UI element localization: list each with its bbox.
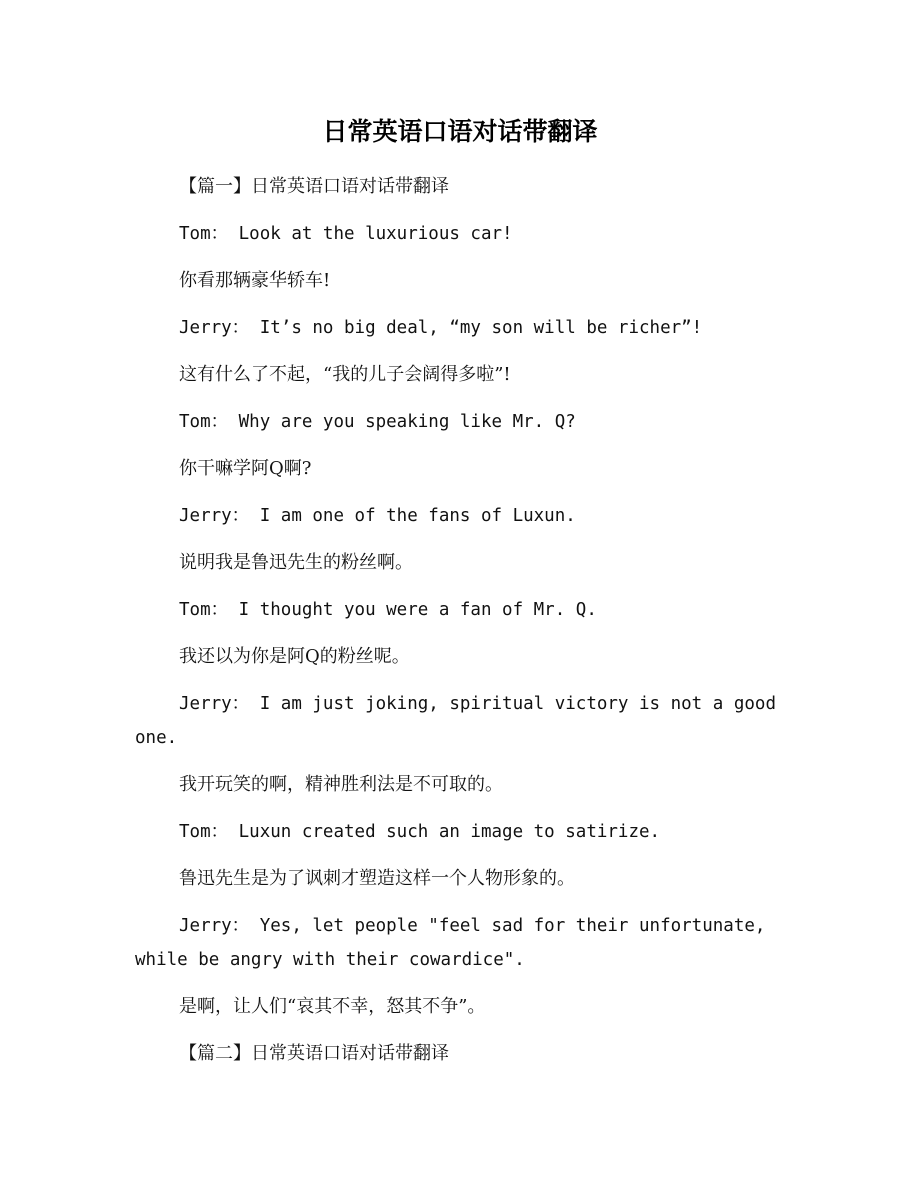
section-heading-2: 【篇二】日常英语口语对话带翻译 [179,1043,449,1064]
dialogue-line-zh: 我开玩笑的啊，精神胜利法是不可取的。 [179,774,503,795]
dialogue-line-en: Jerry： Yes, let people "feel sad for their unfortunate, while be angry with their cowardice". [135,916,776,970]
dialogue-line-zh: 你看那辆豪华轿车! [179,270,331,291]
dialogue-line-zh: 你干嘛学阿Q啊? [179,458,312,479]
dialogue-line-en: Jerry： It’s no big deal, “my son will be richer”! [179,318,703,338]
dialogue-line-zh: 这有什么了不起，“我的儿子会阔得多啦”! [179,364,511,385]
document-title: 日常英语口语对话带翻译 [322,117,598,146]
dialogue-line-zh: 是啊，让人们“哀其不幸，怒其不争”。 [179,996,486,1017]
dialogue-line-en: Tom： Luxun created such an image to satirize. [179,822,661,842]
dialogue-line-zh: 鲁迅先生是为了讽刺才塑造这样一个人物形象的。 [179,868,575,889]
dialogue-line-zh: 说明我是鲁迅先生的粉丝啊。 [179,552,413,573]
dialogue-line-en: Jerry： I am one of the fans of Luxun. [179,506,576,526]
dialogue-line-en: Jerry： I am just joking, spiritual victory is not a good one. [135,694,787,748]
section-heading-1: 【篇一】日常英语口语对话带翻译 [179,176,449,197]
dialogue-line-en: Tom： I thought you were a fan of Mr. Q. [179,600,597,620]
dialogue-line-en: Tom： Look at the luxurious car! [179,224,513,244]
dialogue-line-zh: 我还以为你是阿Q的粉丝呢。 [179,646,410,667]
dialogue-line-en: Tom： Why are you speaking like Mr. Q? [179,412,576,432]
document-body [135,170,785,1084]
